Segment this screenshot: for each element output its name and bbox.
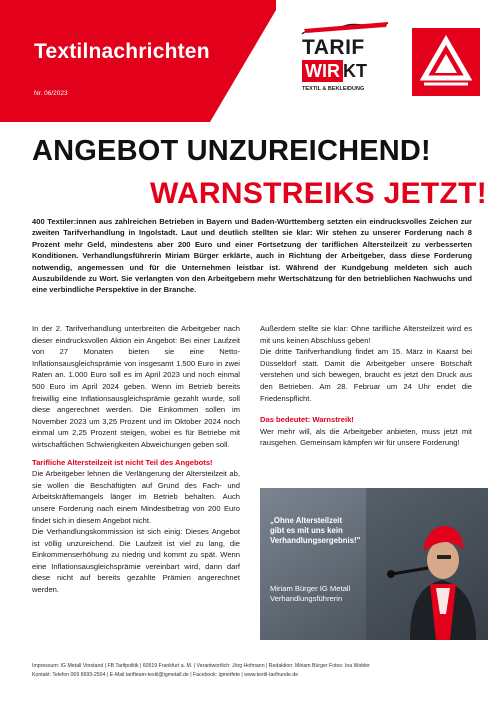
left-column xyxy=(32,323,240,596)
left-paragraph-1: In der 2. Tarifverhandlung unterbreiten die Arbeitgeber nach dieser eindrucksvollen Aktion ein Angebot: Bei einer Laufzeit von 27 Monaten bieten sie eine Netto-Inflationsausgleichsprämie von insgesamt 1.500 Euro in zwei Raten an. 1.000 Euro soll es im April 2023 und noch einmal 500 Euro im April 2024 geben. Wenn im Betrieb bereits freiwillig eine Inflationsausgleichsprämie gezahlt wurde, soll diese angerechnet werden. Die Einkommen sollen im November 2023 um 3,25 Prozent und im Oktober 2024 noch einmal um 2,25 Prozent steigen, wobei es für Betriebe mit wirtschaftlichen Schwierigkeiten Abweichungen geben soll. xyxy=(32,324,240,449)
left-subheading: Tarifliche Altersteilzeit ist nicht Teil des Angebots! xyxy=(32,457,213,467)
publication-title: Textilnachrichten xyxy=(34,40,210,63)
headline-secondary: WARNSTREIKS JETZT! xyxy=(150,177,488,210)
tarif-logo-line2 xyxy=(302,60,367,84)
right-paragraph-3: Wer mehr will, als die Arbeitgeber anbieten, muss jetzt mit rausgehen. Gemeinsam kämpfen wir für unsere Forderung! xyxy=(260,426,472,448)
lead-paragraph: 400 Textiler:innen aus zahlreichen Betrieben in Bayern und Baden-Württemberg setzten ein eindrucksvolles Zeichen zur zweiten Tarifverhandlung in Ingolstadt. Laut und deutlich stellten sie klar: Wir stehen zu unserer Forderung nach 8 Prozent mehr Geld, mindestens aber 200 Euro und einer Fortsetzung der tariflichen Altersteilzeit zu verbesserten Konditionen. Verhandlungsführerin Miriam Bürger erklärte, auch in Richtung der Arbeitgeber, dass diese Forderung notwendig, angemessen und für die Unternehmen leistbar ist. Während der Kundgebung meldeten sich auch Auszubildende zu Wort. Sie verlangten von den Arbeitgebern mehr Wertschätzung für den betrieblichen Nachwuchs und eine verbindliche Perspektive in der Branche. xyxy=(32,217,472,295)
flag-icon xyxy=(300,20,392,36)
ig-metall-logo-icon xyxy=(412,28,480,96)
footer-line-1: Impressum: IG Metall Vorstand | FB Tarifpolitik | 60519 Frankfurt a. M. | Verantwortlich: Jörg Hofmann | Redaktion: Miriam Bürger Fotos: Ina Wobler xyxy=(32,663,370,669)
tarif-logo-subtitle: TEXTIL & BEKLEIDUNG xyxy=(302,86,365,92)
photo-quote: „Ohne Altersteilzeit gibt es mit uns kein Verhandlungsergebnis!" xyxy=(270,516,361,545)
right-paragraph-1: Außerdem stellte sie klar: Ohne tarifliche Altersteilzeit wird es mit uns keinen Abschluss geben! xyxy=(260,324,472,345)
footer-line-2: Kontakt: Telefon 069 6693-2504 | E-Mail tarifteam-textil@igmetall.de | Facebook: igmetfete | www.textil-tarifrunde.de xyxy=(32,672,299,678)
right-paragraph-2: Die dritte Tarifverhandlung findet am 15. März in Kaarst bei Düsseldorf statt. Damit die Arbeitgeber unsere Botschaft verstehen und sich bewegen, braucht es jetzt den Druck aus den Betrieben. Am 28. Februar um 24 Uhr endet die Friedenspflicht. xyxy=(260,347,472,403)
right-column xyxy=(260,323,472,449)
photo-quote-author: Miriam Bürger IG Metall Verhandlungsführerin xyxy=(270,584,351,603)
issue-number: Nr. 06/2023 xyxy=(34,90,68,97)
left-paragraph-2: Die Arbeitgeber lehnen die Verlängerung der Altersteilzeit ab, sie wollen die Beschäftigten auf Grund des Fach- und Arbeitskräftemangels länger im Betrieb behalten. Auch unsere Forderung nach einem Mindestbetrag von 200 Euro findet sich in diesem Angebot nicht. xyxy=(32,469,240,525)
tarif-logo-line1: TARIF xyxy=(302,36,365,59)
tarif-logo-kt: KT xyxy=(343,61,367,81)
ig-metall-logo xyxy=(412,28,480,96)
footer-imprint xyxy=(32,662,472,680)
left-paragraph-3: Die Verhandlungskommission ist sich einig: Dieses Angebot ist völlig unzureichend. Die Laufzeit ist viel zu lang, die Einkommenserhöhung zu niedrig und kommt zu spät. Wenn eine Inflationsausgleichsprämie vereinbart wird, dann darf diese nicht auf bereits gezahlte Prämien angerechnet werden. xyxy=(32,527,240,595)
headline-primary: ANGEBOT UNZUREICHEND! xyxy=(32,135,431,167)
header xyxy=(0,0,500,122)
tarif-wirkt-logo xyxy=(300,20,392,100)
speaker-photo xyxy=(260,488,488,640)
speaker-photo-image xyxy=(260,488,488,640)
tarif-logo-wir: WIR xyxy=(302,60,343,82)
right-subheading: Das bedeutet: Warnstreik! xyxy=(260,415,354,425)
